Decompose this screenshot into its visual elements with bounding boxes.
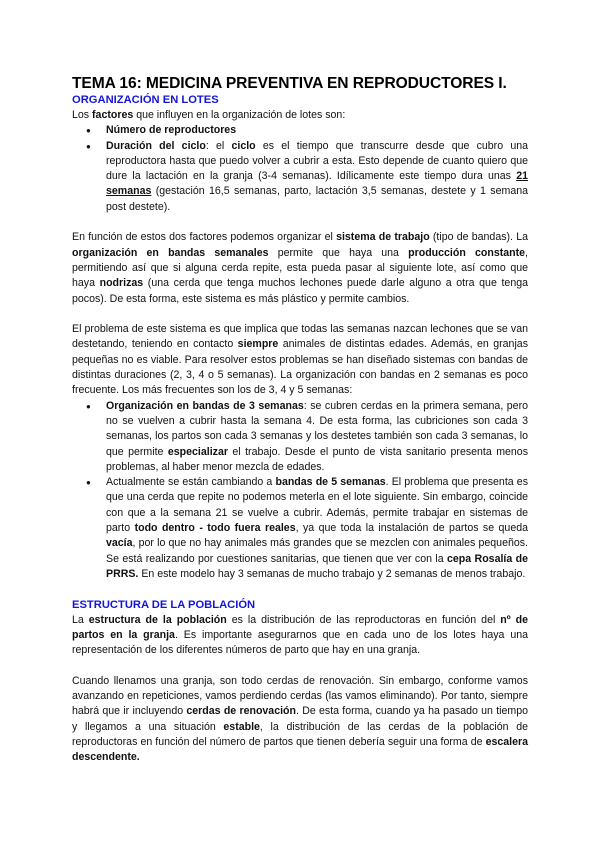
text: (gestación 16,5 semanas, parto, lactación 3,5 semanas, destete y 1 semana post destete).: [106, 185, 528, 213]
bold-text: siempre: [237, 338, 279, 351]
bold-text: estructura de la población: [88, 613, 227, 626]
text: animales de distintas edades. Además, en granjas pequeñas no es viable. Para resolver estos problemas se han diseñado sistemas con bandas de distintas duraciones (2, 3, 4 o 5 semanas). La organización con bandas en 2 semanas es poco frecuente. Los más frecuentes son los de 3, 4 y 5 semanas:: [72, 338, 528, 397]
section-heading-organizacion: ORGANIZACIÓN EN LOTES: [72, 94, 219, 106]
bold-text: producción constante: [408, 246, 526, 259]
bold-text: todo dentro - todo fuera reales: [134, 522, 296, 535]
text: permite que haya una: [268, 246, 409, 259]
text: (una cerda que tenga muchos lechones puede darle alguno a otra que tenga pocos). De esta forma, este sistema es más plástico y permite cambios.: [72, 277, 528, 305]
text: , por lo que no hay animales más grandes que se mezclen con animales pequeños. Se está realizando por cuestiones sanitarias, que tienen que ver con la: [106, 537, 528, 565]
bold-text: especializar: [167, 445, 228, 458]
document-content: [72, 74, 528, 765]
text: . Es importante asegurarnos que en cada uno de los lotes haya una representación de los diferentes números de parto que hay en una granja.: [72, 628, 528, 657]
paragraph-renovacion: [72, 674, 528, 766]
text: Actualmente se están cambiando a: [106, 476, 276, 489]
text: La: [72, 613, 89, 626]
bold-text: organización en bandas semanales: [72, 246, 269, 259]
bold-text: cepa Rosalía de PRRS.: [106, 552, 528, 580]
paragraph-problema: [72, 322, 528, 398]
text: es la distribución de las reproductoras en función del: [226, 613, 501, 626]
list-item: [106, 123, 528, 138]
intro-paragraph: [72, 108, 528, 123]
bold-text: Duración del ciclo: [106, 139, 206, 152]
bold-text: escalera descendente.: [72, 735, 528, 764]
paragraph-estructura: [72, 613, 528, 659]
text: En función de estos dos factores podemos organizar el: [72, 231, 337, 244]
list-item: [106, 475, 528, 582]
bold-text: nº de partos en la granja: [72, 613, 528, 641]
text: Los: [72, 109, 93, 121]
section-heading-estructura: ESTRUCTURA DE LA POBLACIÓN: [72, 598, 256, 611]
spacer: [72, 307, 528, 322]
spacer: [72, 582, 528, 597]
bold-text: Organización en bandas de 3 semanas: [106, 399, 304, 412]
bold-text: ciclo: [231, 139, 256, 152]
text: , ya que toda la instalación de partos se queda: [295, 522, 528, 535]
text: el trabajo. Desde el punto de vista sanitario presenta menos problemas, al haber menor mezcla de edades.: [106, 445, 528, 473]
spacer: [72, 658, 528, 673]
text: En este modelo hay 3 semanas de mucho trabajo y 2 semanas de menos trabajo.: [138, 567, 526, 580]
bold-text: vacía: [106, 537, 133, 550]
bold-text: bandas de 5 semanas: [275, 476, 386, 489]
text: Cuando llenamos una granja, son todo cerdas de renovación. Sin embargo, conforme vamos avanzando en repeticiones, vamos perdiendo cerdas (las vamos eliminando). Por tanto, siempre habrá que ir incluyendo: [72, 674, 528, 718]
bands-list: [72, 399, 528, 583]
text: , la distribución de las cerdas de la población de reproductoras en función del número de partos que tienen debería seguir una forma de: [72, 720, 528, 748]
text: , permitiendo así que si alguna cerda repite, esta pueda pasar al siguiente lote, así como que haya: [72, 246, 528, 290]
bold-text: Número de reproductores: [106, 124, 237, 137]
text: (tipo de bandas). La: [429, 231, 528, 244]
text: : el: [205, 139, 232, 152]
text: . El problema que presenta es que una cerda que repite no podemos meterla en el lote siguiente. Sin embargo, coincide con que a la semana 21 se vuelve a cubrir. Además, permite trabajar en sistemas de parto: [106, 476, 528, 535]
bold-text: sistema de trabajo: [336, 231, 430, 244]
factors-list: [72, 123, 528, 215]
bold-text: cerdas de renovación: [186, 705, 296, 718]
spacer: [72, 215, 528, 230]
bold-text: nodrizas: [99, 277, 144, 290]
underlined-bold-text: 21 semanas: [106, 170, 528, 198]
bold-text: estable: [223, 720, 260, 733]
text: . De esta forma, cuando ya ha pasado un tiempo y llegamos a una situación: [72, 705, 529, 733]
text: El problema de este sistema es que implica que todas las semanas nazcan lechones que se van destetando, teniendo en contacto: [72, 323, 528, 351]
list-item: [106, 399, 528, 475]
bold-text: factores: [92, 109, 134, 121]
paragraph-sistema: [72, 230, 528, 306]
text: es el tiempo que transcurre desde que cubro una reproductora hasta que puedo volver a cubrir a esta. Esto depende de cuanto quiero que dure la lactación en la granja (3-4 semanas). Idílicamente este tiempo dura unas: [106, 139, 529, 183]
text: que influyen en la organización de lotes son:: [133, 109, 346, 121]
document-title: TEMA 16: MEDICINA PREVENTIVA EN REPRODUCTORES I.: [72, 75, 507, 92]
list-item: [106, 139, 528, 215]
text: : se cubren cerdas en la primera semana, pero no se vuelven a cubrir hasta la semana 4. De esta forma, las cubriciones son cada 3 semanas, los partos son cada 3 semanas y los destetes también son cada 3 semanas, lo que permite: [106, 399, 528, 458]
